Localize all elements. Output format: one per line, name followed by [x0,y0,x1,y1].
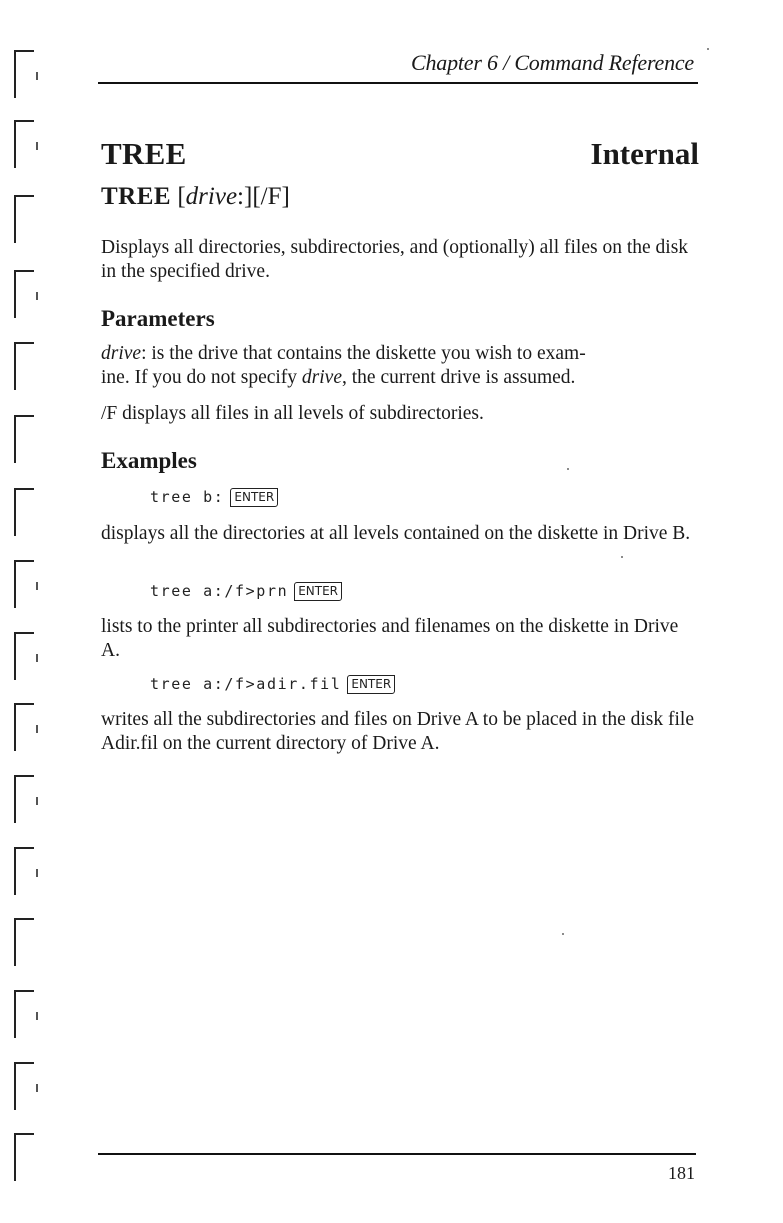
command-description: Displays all directories, subdirectories, and (optionally) all files on the disk in the specified drive. [101,237,689,282]
command-type: Internal [590,136,699,171]
parameter-drive-text-2a: ine. If you do not specify [101,367,302,388]
binding-marks [8,0,48,1223]
syntax-open: [ [171,183,186,210]
binding-mark [14,775,38,835]
scan-speck [707,48,709,50]
binding-mark [14,50,38,110]
example-command [150,582,342,601]
syntax-command: TREE [101,183,172,210]
binding-mark [14,847,38,907]
binding-mark [14,195,38,255]
example-description: writes all the subdirectories and files on Drive A to be placed in the disk file Adir.fil on the current directory of Drive A. [101,709,694,754]
syntax-param: drive [185,183,238,210]
example-command [150,675,395,694]
scan-speck [567,468,569,470]
page-number: 181 [668,1163,695,1183]
binding-mark [14,1133,38,1193]
enter-key-icon: ENTER [347,675,395,694]
syntax-rest: :][/F] [237,183,290,210]
enter-key-icon: ENTER [230,488,278,507]
binding-mark [14,1062,38,1122]
example-command-text: tree a:/f>adir.fil [150,675,342,693]
scan-speck [562,933,564,935]
binding-mark [14,415,38,475]
parameter-f: /F displays all files in all levels of subdirectories. [101,403,484,424]
binding-mark [14,120,38,180]
running-title: Chapter 6 / Command Reference [411,50,694,75]
binding-mark [14,703,38,763]
parameter-drive-text-2b: drive [301,367,342,388]
examples-heading: Examples [101,448,197,473]
example-description: displays all the directories at all levels contained on the diskette in Drive B. [101,523,691,544]
command-syntax [101,183,290,211]
binding-mark [14,632,38,692]
command-title: TREE [101,136,187,171]
parameter-drive-term: drive [101,343,142,364]
binding-mark [14,918,38,978]
binding-mark [14,488,38,548]
running-header [98,50,698,84]
example-command [150,488,278,507]
binding-mark [14,270,38,330]
example-command-text: tree a:/f>prn [150,582,289,600]
example-description: lists to the printer all subdirectories and filenames on the diskette in Drive A. [101,616,679,661]
parameter-drive-text-2c: , the current drive is assumed. [342,367,576,388]
parameter-drive [101,342,701,390]
footer-rule [98,1153,696,1155]
binding-mark [14,560,38,620]
entry-title-row [101,136,699,176]
enter-key-icon: ENTER [294,582,342,601]
scan-speck [621,556,623,558]
example-command-text: tree b: [150,488,225,506]
binding-mark [14,990,38,1050]
parameters-heading: Parameters [101,306,215,331]
parameter-drive-text-1: : is the drive that contains the diskette you wish to exam- [141,343,586,364]
binding-mark [14,342,38,402]
